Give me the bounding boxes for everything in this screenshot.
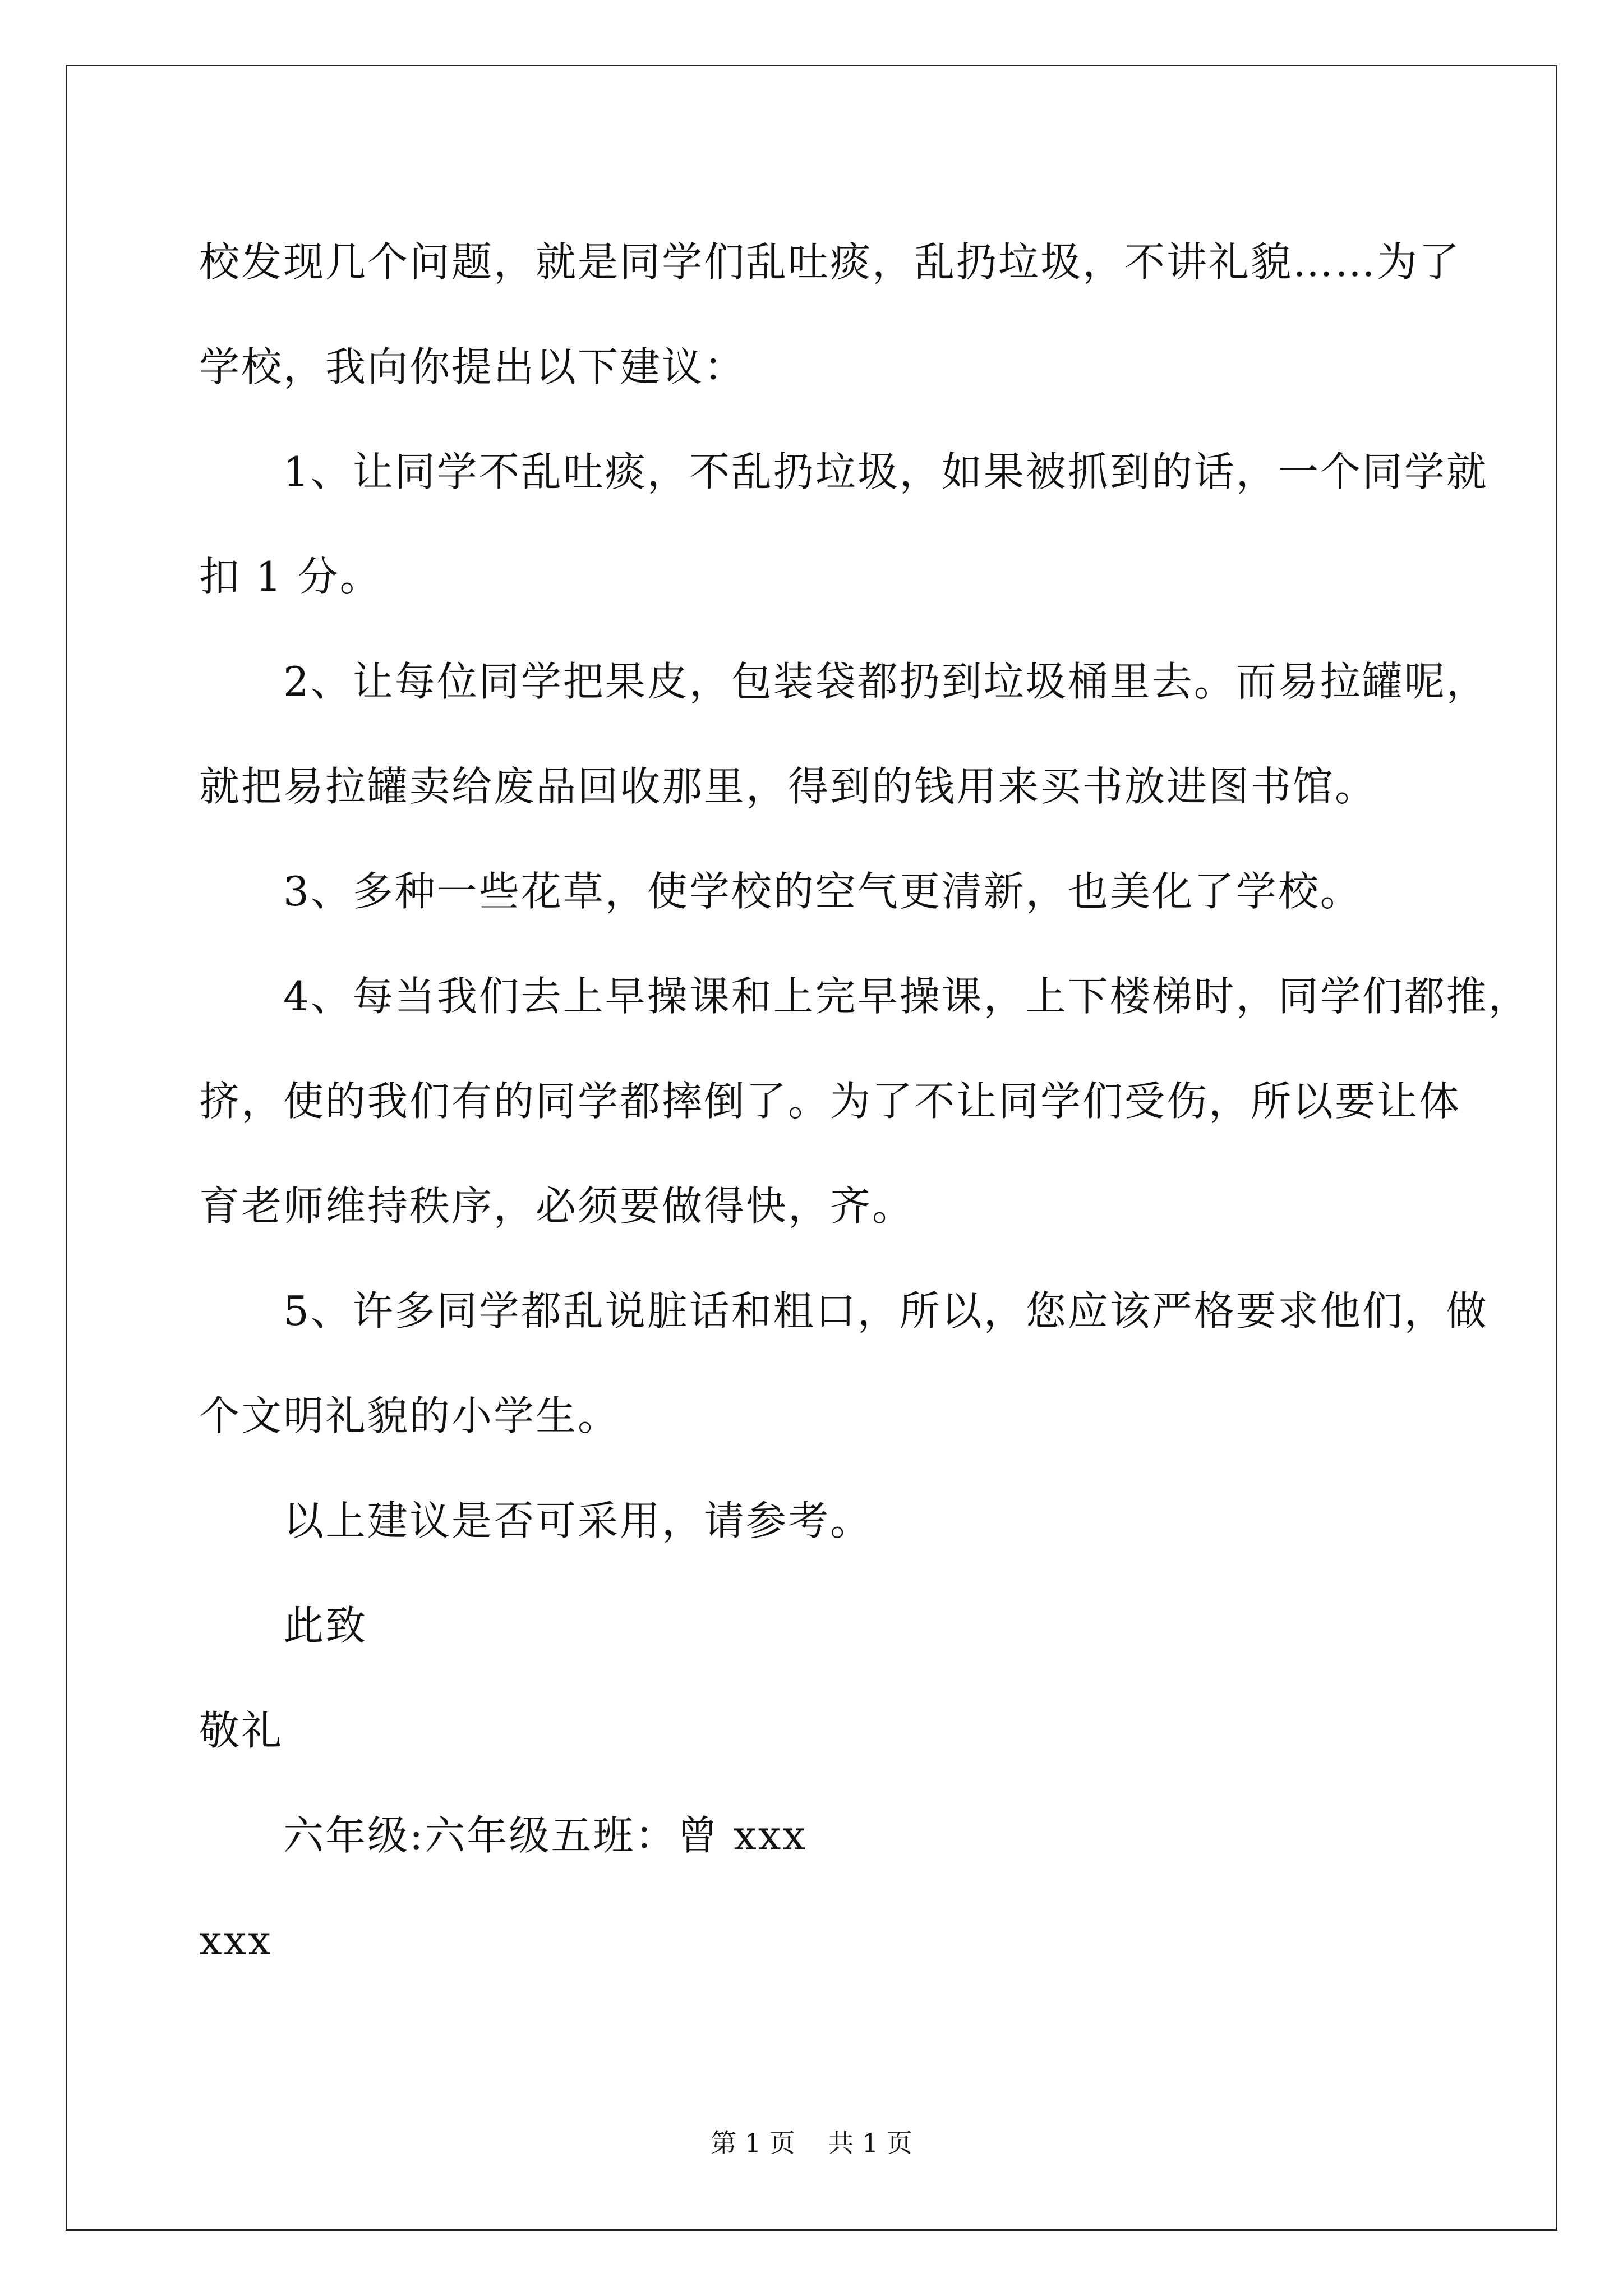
page-number-footer: 第 1 页 共 1 页: [711, 2128, 912, 2158]
letter-body: [199, 210, 1530, 1993]
suggestion-4-line-3: 育老师维持秩序，必须要做得快，齐。: [199, 1182, 915, 1230]
suggestion-5-line-1: 5、许多同学都乱说脏话和粗口，所以，您应该严格要求他们，做: [283, 1287, 1488, 1335]
closing-remark: 以上建议是否可采用，请参考。: [283, 1497, 873, 1544]
suggestion-3: 3、多种一些花草，使学校的空气更清新，也美化了学校。: [283, 868, 1362, 915]
suggestion-5-line-2: 个文明礼貌的小学生。: [199, 1392, 620, 1439]
suggestion-4-line-1: 4、每当我们去上早操课和上完早操课，上下楼梯时，同学们都推，: [283, 973, 1530, 1020]
salutation-jingli: 敬礼: [199, 1707, 284, 1754]
suggestion-2-line-1: 2、让每位同学把果皮，包装袋都扔到垃圾桶里去。而易拉罐呢，: [283, 658, 1488, 705]
suggestion-2-line-2: 就把易拉罐卖给废品回收那里，得到的钱用来买书放进图书馆。: [199, 763, 1377, 810]
signature-date: xxx: [199, 1917, 273, 1964]
suggestion-4-line-2: 挤，使的我们有的同学都摔倒了。为了不让同学们受伤，所以要让体: [199, 1078, 1461, 1125]
signature: 六年级:六年级五班：曾 xxx: [283, 1812, 807, 1859]
body-line-1: 校发现几个问题，就是同学们乱吐痰，乱扔垃圾，不讲礼貌……为了: [199, 238, 1461, 286]
suggestion-1-line-1: 1、让同学不乱吐痰，不乱扔垃圾，如果被抓到的话，一个同学就: [283, 448, 1488, 495]
salutation-cizhi: 此致: [283, 1602, 368, 1649]
body-line-2: 学校，我向你提出以下建议：: [199, 343, 746, 390]
suggestion-1-line-2: 扣 1 分。: [199, 553, 382, 600]
